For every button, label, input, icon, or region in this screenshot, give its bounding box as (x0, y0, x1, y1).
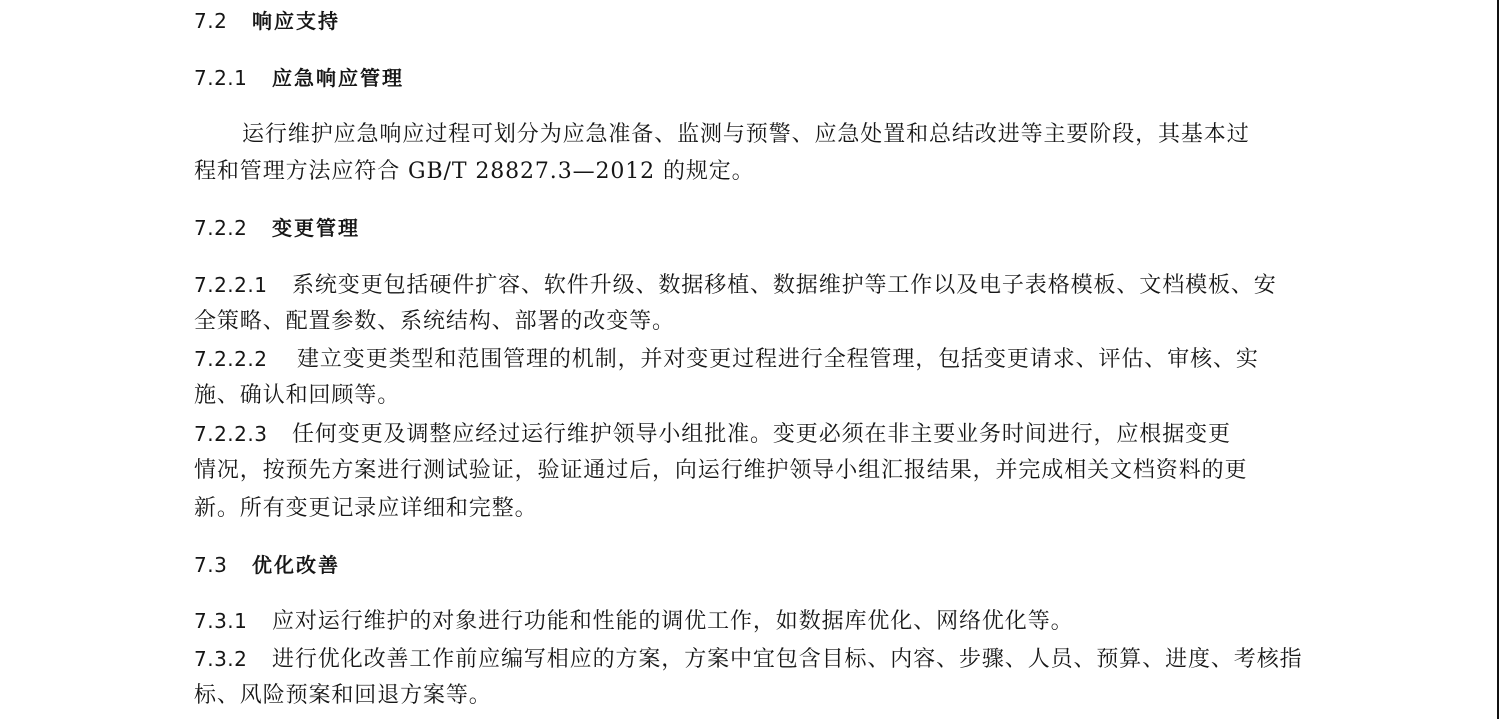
clause-text: 进行优化改善工作前应编写相应的方案，方案中宜包含目标、内容、步骤、人员、预算、进度、考核指 (272, 647, 1303, 672)
section-title: 变更管理 (272, 216, 360, 240)
section-heading-7-2-2 (194, 213, 360, 243)
paragraph-line: 标、风险预案和回退方案等。 (194, 683, 492, 708)
clause-text: 系统变更包括硬件扩容、软件升级、数据移植、数据维护等工作以及电子表格模板、文档模板、安 (292, 273, 1277, 298)
clause-7-2-2-1-line (194, 270, 1277, 301)
clause-number: 7.2.2.1 (194, 273, 268, 297)
paragraph-line: 运行维护应急响应过程可划分为应急准备、监测与预警、应急处置和总结改进等主要阶段，其基本过 (242, 122, 1250, 147)
clause-text: 应对运行维护的对象进行功能和性能的调优工作，如数据库优化、网络优化等。 (272, 609, 1074, 634)
section-heading-7-2-1 (194, 63, 404, 93)
section-number: 7.2 (194, 9, 228, 33)
clause-text: 建立变更类型和范围管理的机制，并对变更过程进行全程管理，包括变更请求、评估、审核、实 (297, 347, 1259, 372)
section-title: 应急响应管理 (272, 66, 404, 90)
clause-number: 7.2.2.2 (194, 347, 268, 371)
clause-number: 7.2.2.3 (194, 422, 268, 446)
clause-7-2-2-2-line (194, 344, 1259, 375)
section-heading-7-2 (194, 6, 340, 36)
section-title: 优化改善 (252, 553, 340, 577)
clause-text: 任何变更及调整应经过运行维护领导小组批准。变更必须在非主要业务时间进行，应根据变更 (292, 422, 1231, 447)
page-edge-rule (1497, 0, 1499, 719)
section-number: 7.3 (194, 553, 228, 577)
paragraph-line: 施、确认和回顾等。 (194, 383, 401, 408)
clause-number: 7.3.1 (194, 609, 248, 633)
clause-7-3-1-line (194, 606, 1074, 637)
section-number: 7.2.1 (194, 66, 248, 90)
paragraph-line: 新。所有变更记录应详细和完整。 (194, 496, 538, 521)
paragraph-line: 全策略、配置参数、系统结构、部署的改变等。 (194, 309, 675, 334)
clause-7-2-2-3-line (194, 419, 1231, 450)
clause-number: 7.3.2 (194, 647, 248, 671)
section-number: 7.2.2 (194, 216, 248, 240)
clause-7-3-2-line (194, 644, 1303, 675)
paragraph-line: 情况，按预先方案进行测试验证，验证通过后，向运行维护领导小组汇报结果，并完成相关文档资料的更 (194, 458, 1248, 483)
section-heading-7-3 (194, 550, 340, 580)
section-title: 响应支持 (252, 9, 340, 33)
paragraph-line: 程和管理方法应符合 GB/T 28827.3—2012 的规定。 (194, 159, 755, 184)
